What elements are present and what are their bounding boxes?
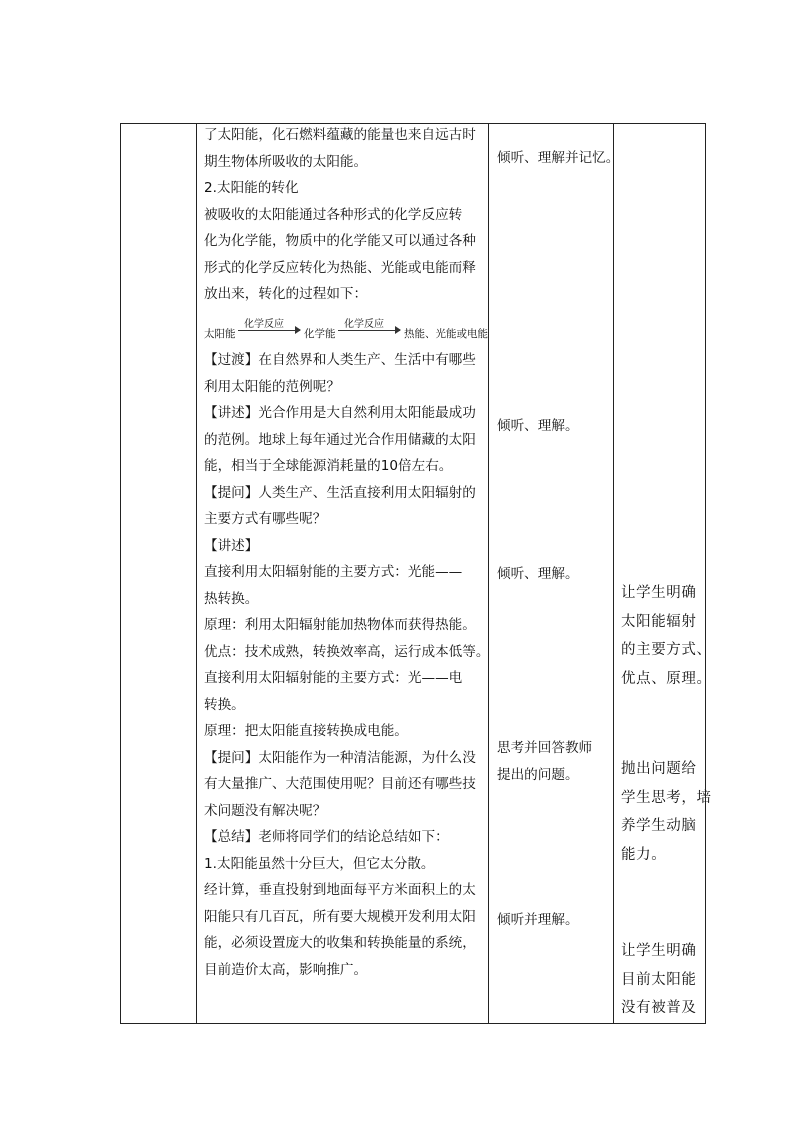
intent-line: 养学生动脑 xyxy=(621,818,697,834)
content-line: 原理：把太阳能直接转换成电能。 xyxy=(204,723,408,739)
equation-end: 热能、光能或电能 xyxy=(404,328,488,340)
content-line: 转换。 xyxy=(204,696,245,713)
intent-line: 目前太阳能 xyxy=(621,971,697,988)
column-divider xyxy=(613,124,614,1023)
content-line: 【提问】太阳能作为一种清洁能源，为什么没 xyxy=(204,749,476,766)
content-block-main xyxy=(204,347,489,983)
content-block-intro xyxy=(204,122,489,308)
arrow-1-label: 化学反应 xyxy=(244,319,284,330)
intent-1 xyxy=(621,579,712,693)
activity-2: 倾听、理解。 xyxy=(497,418,579,434)
content-line: 能，必须设置庞大的收集和转换能量的系统， xyxy=(204,935,476,951)
content-line: 1.太阳能虽然十分巨大，但它太分散。 xyxy=(204,855,435,872)
content-line: 期生物体所吸收的太阳能。 xyxy=(204,153,368,170)
content-line: 有大量推广、大范围使用呢？目前还有哪些技 xyxy=(204,776,476,792)
content-line: 【讲述】 xyxy=(204,537,259,554)
content-line: 利用太阳能的范例呢？ xyxy=(204,378,340,395)
content-line: 形式的化学反应转化为热能、光能或电能而释 xyxy=(204,259,476,276)
activity-5: 倾听并理解。 xyxy=(497,912,579,928)
activity-4 xyxy=(497,735,611,788)
arrow-1 xyxy=(238,321,300,335)
content-line: 经计算，垂直投射到地面每平方米面积上的太 xyxy=(204,882,476,898)
content-line: 2.太阳能的转化 xyxy=(204,180,299,196)
intent-line: 能力。 xyxy=(621,846,667,863)
intent-line: 没有被普及 xyxy=(621,1000,697,1016)
intent-line: 抛出问题给 xyxy=(621,761,697,777)
content-line: 能，相当于全球能源消耗量的10倍左右。 xyxy=(204,458,453,474)
intent-line: 让学生明确 xyxy=(621,585,697,601)
content-line: 【提问】人类生产、生活直接利用太阳辐射的 xyxy=(204,484,476,501)
arrow-head-icon xyxy=(395,326,401,334)
intent-line: 优点、原理。 xyxy=(621,670,712,687)
activity-4-line: 提出的问题。 xyxy=(497,766,579,783)
content-line: 放出来，转化的过程如下： xyxy=(204,286,368,302)
equation-middle: 化学能 xyxy=(304,328,336,340)
content-line: 原理：利用太阳辐射能加热物体而获得热能。 xyxy=(204,617,476,633)
activity-3: 倾听、理解。 xyxy=(497,566,579,582)
column-divider xyxy=(196,124,197,1023)
intent-line: 让学生明确 xyxy=(621,943,697,959)
arrow-head-icon xyxy=(295,326,301,334)
content-line: 热转换。 xyxy=(204,590,259,607)
content-line: 的范例。地球上每年通过光合作用储藏的太阳 xyxy=(204,431,476,448)
content-line: 【过渡】在自然界和人类生产、生活中有哪些 xyxy=(204,352,476,368)
content-line: 【总结】老师将同学们的结论总结如下： xyxy=(204,829,449,845)
content-line: 化为化学能，物质中的化学能又可以通过各种 xyxy=(204,233,476,249)
content-line: 直接利用太阳辐射能的主要方式：光——电 xyxy=(204,670,463,686)
content-line: 直接利用太阳辐射能的主要方式：光能—— xyxy=(204,564,463,580)
activity-4-line: 思考并回答教师 xyxy=(497,740,593,756)
arrow-2-label: 化学反应 xyxy=(344,319,384,330)
activity-1: 倾听、理解并记忆。 xyxy=(497,150,620,166)
content-line: 目前造价太高，影响推广。 xyxy=(204,961,368,978)
content-line: 被吸收的太阳能通过各种形式的化学反应转 xyxy=(204,206,463,223)
content-line: 阳能只有几百瓦，所有要大规模开发利用太阳 xyxy=(204,908,476,925)
arrow-2 xyxy=(338,321,400,335)
content-line: 了太阳能，化石燃料蕴藏的能量也来自远古时 xyxy=(204,127,476,143)
lesson-table xyxy=(120,123,712,1024)
intent-3 xyxy=(621,937,705,1023)
intent-line: 学生思考，培 xyxy=(621,789,712,806)
content-line: 优点：技术成熟，转换效率高，运行成本低等。 xyxy=(204,643,490,660)
content-line: 【讲述】光合作用是大自然利用太阳能最成功 xyxy=(204,405,476,421)
equation-start: 太阳能 xyxy=(204,328,236,340)
content-line: 主要方式有哪些呢？ xyxy=(204,511,327,527)
content-line: 术问题没有解决呢？ xyxy=(204,802,327,819)
intent-line: 的主要方式、 xyxy=(621,642,712,658)
intent-2 xyxy=(621,755,712,869)
intent-line: 太阳能辐射 xyxy=(621,613,697,630)
energy-conversion-equation xyxy=(204,320,494,348)
